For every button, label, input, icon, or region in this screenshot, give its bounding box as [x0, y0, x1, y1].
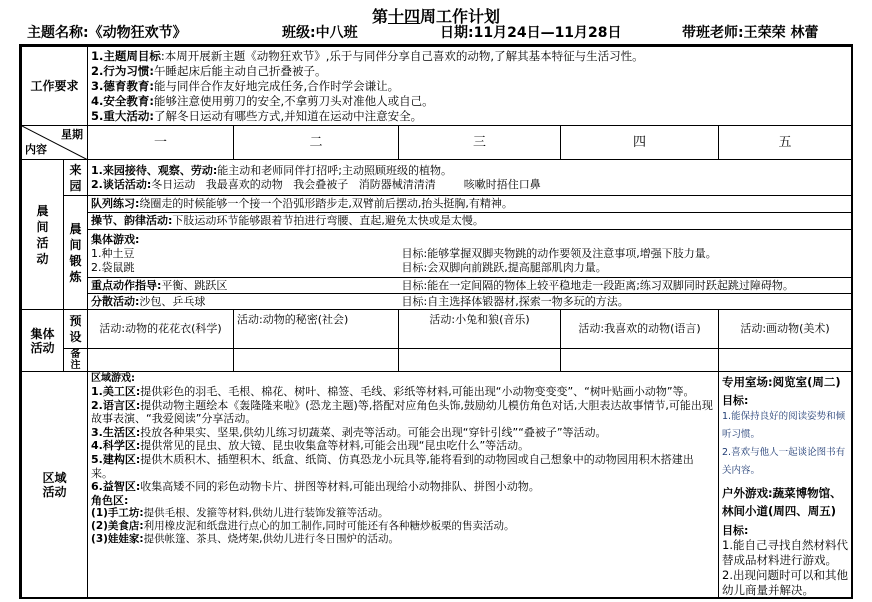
- page-title: 第十四周工作计划: [371, 7, 501, 26]
- activity-thu: 活动:我喜欢的动物(语言): [561, 310, 719, 349]
- weekday-corner: [22, 126, 88, 160]
- group-game: 集体游戏: 1.种土豆 2.袋鼠跳: [88, 230, 399, 278]
- note-thu: [561, 349, 719, 372]
- queue-practice: 队列练习:绕圈走的时候能够一个接一个沿弧形踏步走,双臂前后摆动,抬头挺胸,有精神。: [88, 196, 852, 213]
- day-wed: 三: [399, 126, 561, 160]
- content-label: 内容: [25, 143, 47, 156]
- teachers: 带班老师:王荣荣 林蕾: [682, 25, 819, 41]
- day-mon: 一: [88, 126, 234, 160]
- day-tue: 二: [234, 126, 399, 160]
- activity-tue: 活动:动物的秘密(社会): [234, 310, 399, 349]
- exercise-label: 晨间锻炼: [64, 196, 88, 310]
- note-wed: [399, 349, 561, 372]
- work-req-label: 工作要求: [22, 47, 88, 126]
- scatter-goal: 目标:自主选择体锻器材,探索一物多玩的方法。: [399, 294, 852, 310]
- group-game-goals: 目标:能够掌握双脚夹物跳的动作要领及注意事项,增强下肢力量。 目标:会双脚向前跳跃,提高腿部肌肉力量。: [399, 230, 852, 278]
- activity-wed: 活动:小兔和狼(音乐): [399, 310, 561, 349]
- preset-label: 预设: [64, 310, 88, 349]
- gym-rhythm: 操节、韵律活动:下肢运动环节能够跟着节拍进行弯腰、直起,避免太快或是太慢。: [88, 213, 852, 230]
- day-fri: 五: [719, 126, 852, 160]
- area-label: 区域活动: [22, 372, 88, 599]
- special-room: 专用室场:阅览室(周二) 目标: 1.能保持良好的阅读姿势和倾听习惯。 2.喜欢与他人一起谈论图书有关内容。 户外游戏:蔬菜博物馆、林间小道(周四、周五) 目标: 1.能自己寻找自然材料代替成品材料进行游戏。 2.出现问题时可以和其他幼儿商量并解决。: [719, 372, 852, 599]
- arrival-content: 1.来园接待、观察、劳动:能主动和老师同伴打招呼;主动照顾班级的植物。 2.谈话活动:冬日运动 我最喜欢的动物 我会叠被子 消防器械清清清 咳嗽时捂住口鼻: [88, 160, 852, 196]
- collective-label: 集体活动: [22, 310, 64, 372]
- activity-fri: 活动:画动物(美术): [719, 310, 852, 349]
- work-req-content: 1.主题周目标:本周开展新主题《动物狂欢节》,乐于与同伴分享自己喜欢的动物,了解其基本特征与生活习性。 2.行为习惯:午睡起床后能主动自己折叠被子。 3.德育教育:能与同伴合作友好地完成任务,合作时学会谦让。 4.安全教育:能够注意使用剪刀的安全,不拿剪刀头对准他人或自己。 5.重大活动:了解冬日运动有哪些方式,并知道在运动中注意安全。: [88, 47, 852, 126]
- area-games: 区域游戏: 1.美工区:提供彩色的羽毛、毛根、棉花、树叶、棉签、毛线、彩纸等材料,可能出现“小动物变变变”、“树叶贴画小动物”等。 2.语言区:提供动物主题绘本《轰隆隆来啦》(恐龙主题)等,搭配对应角色头饰,鼓励幼儿模仿角色对话,大胆表达故事情节,可能出现故事表演、“我爱阅读”分享活动。 3.生活区:投放各种果实、坚果,供幼儿练习切蔬菜、剥壳等活动。可能会出现“穿针引线”“叠被子”等活动。 4.科学区:提供常见的昆虫、放大镜、昆虫收集盒等材料,可能会出现“昆虫吃什么”等活动。 5.建构区:提供木质积木、插塑积木、纸盒、纸筒、仿真恐龙小玩具等,能将看到的动物园或自己想象中的动物园用积木搭建出来。 6.益智区:收集高矮不同的彩色动物卡片、拼图等材料,可能出现给小动物排队、拼图小动物。 角色区: (1)手工坊:提供毛根、发箍等材料,供幼儿进行装饰发箍等活动。 (2)美食店:利用橡皮泥和纸盘进行点心的加工制作,同时可能还有各种糖炒板栗的售卖活动。 (3)娃娃家:提供帐篷、茶具、烧烤架,供幼儿进行冬日围炉的活动。: [88, 372, 719, 599]
- theme-name: 主题名称:《动物狂欢节》: [27, 25, 187, 41]
- class-name: 班级:中八班: [282, 25, 358, 41]
- note-mon: [88, 349, 234, 372]
- plan-table: [19, 44, 853, 599]
- note-fri: [719, 349, 852, 372]
- arrival-label: 来园: [64, 160, 88, 196]
- note-label: 备注: [64, 349, 88, 372]
- day-thu: 四: [561, 126, 719, 160]
- note-tue: [234, 349, 399, 372]
- activity-mon: 活动:动物的花花衣(科学): [88, 310, 234, 349]
- weekday-label: 星期: [61, 128, 84, 141]
- date-range: 日期:11月24日—11月28日: [440, 25, 622, 41]
- focus-goal: 目标:能在一定间隔的物体上较平稳地走一段距离;练习双脚同时跃起跳过障碍物。: [399, 278, 852, 294]
- focus-action: 重点动作指导:平衡、跳跃区: [88, 278, 399, 294]
- scatter-activity: 分散活动:沙包、乒乓球: [88, 294, 399, 310]
- morning-label: 晨间活动: [22, 160, 64, 310]
